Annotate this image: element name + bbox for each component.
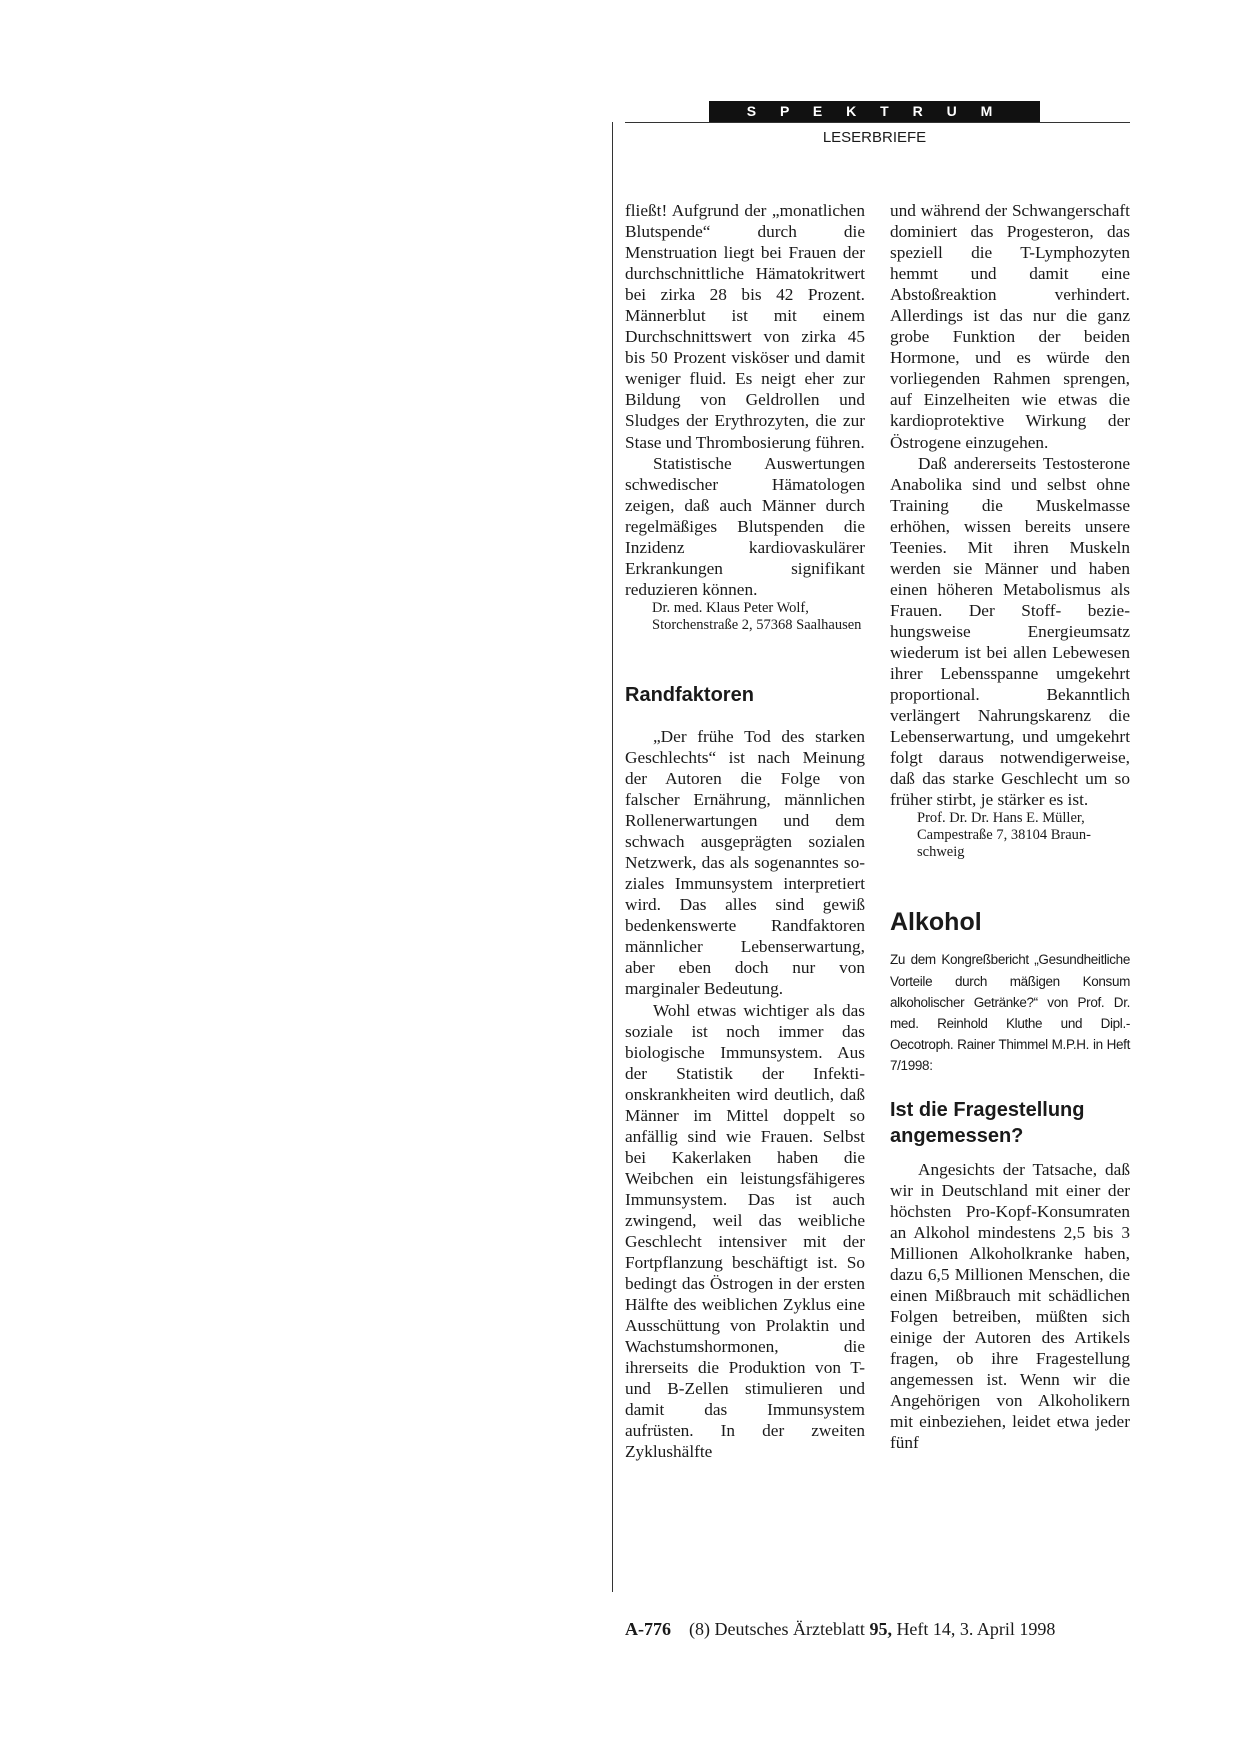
letter2-paragraph-continued: und während der Schwangerschaft dominiert das Progesteron, das speziell die T-Lymphozyten hemmt und damit eine Abstoßreaktion verhindert. Allerdings ist das nur die ganz grobe Funktion der beiden Hormone, und es würde den vorliegenden Rahmen sprengen, auf Einzelheiten wie etwas die kardioprotektive Wirkung der Östrogene einzugehen.: [890, 201, 1130, 452]
letter1-signature: Dr. med. Klaus Peter Wolf, Storchenstraße 2, 57368 Saalhausen: [652, 599, 862, 633]
header-rule: [625, 122, 1130, 123]
letter3-intro: Zu dem Kongreßbericht „Gesundheitliche Vorteile durch mäßigen Konsum alkoholischer Getränke?“ von Prof. Dr. med. Reinhold Kluthe und Dipl.-Oecotroph. Rainer Thimmel M.P.H. in Heft 7/1998:: [890, 952, 1130, 1074]
section-header-bar: S P E K T R U M: [709, 101, 1040, 122]
page-footer: [625, 1618, 1055, 1640]
letter2-paragraph: Wohl etwas wichtiger als das soziale ist noch immer das biologische Immunsystem. Aus der Statistik der Infektionskrankheiten wird deutlich, daß Männer im Mittel doppelt so anfällig sind wie Frauen. Selbst bei Kakerlaken haben die Weibchen ein leistungsfähigeres Immunsystem. Das ist auch zwingend, weil das weibliche Geschlecht intensiver mit der Fortpflanzung beschäftigt ist. So bedingt das Östrogen in der ersten Hälfte des weiblichen Zyklus eine Ausschüttung von Prolaktin und Wachstumshormonen, die ihrerseits die Produktion von T- und B-Zellen stimulieren und damit das Immunsystem aufrüsten. In der zweiten Zyklushälfte: [625, 1000, 865, 1462]
issue-date: Heft 14, 3. April 1998: [896, 1619, 1056, 1639]
section-subtitle: LESERBRIEFE: [822, 129, 927, 146]
page-number: A-776: [625, 1619, 671, 1639]
letter2-heading: Randfaktoren: [625, 683, 754, 706]
letter2-signature: Prof. Dr. Dr. Hans E. Müller, Campestraße 7, 38104 Braunschweig: [917, 810, 1091, 861]
journal-volume: 95,: [869, 1619, 892, 1639]
letter1-paragraph: fließt! Aufgrund der „monatlichen Blutspende“ durch die Menstruation liegt bei Frauen der durchschnittliche Hämatokritwert bei zirka 28 bis 42 Prozent. Männerblut ist mit einem Durchschnittswert von zirka 45 bis 50 Prozent visköser und damit weniger fluid. Es neigt eher zur Bildung von Geldrollen und Sludges der Erythrozyten, die zur Stase und Thrombosierung führen.: [625, 201, 865, 452]
letter3-subheading: Ist die Fragestellung angemessen?: [890, 1098, 1085, 1147]
column-rule: [612, 122, 613, 1592]
letter3-heading: Alkohol: [890, 908, 982, 937]
journal-name: (8) Deutsches Ärzteblatt: [689, 1619, 865, 1639]
letter2-paragraph: Daß andererseits Testosterone Anabolika sind und selbst ohne Training die Muskelmasse erhöhen, wissen bereits unsere Teenies. Mit ihren Muskeln werden sie Männer und haben einen höheren Metabolismus als Frauen. Der Stoff- beziehungsweise Energieumsatz wiederum ist bei allen Lebewesen ihrer Lebensspanne umgekehrt proportional. Bekanntlich verlängert Nahrungskarenz die Lebenserwartung, und umgekehrt folgt daraus notwendigerweise, daß das starke Geschlecht um so früher stirbt, je stärker es ist.: [890, 453, 1130, 810]
text-column-left: [625, 200, 865, 1463]
letter3-paragraph: Angesichts der Tatsache, daß wir in Deutschland mit einer der höchsten Pro-Kopf-Konsumraten an Alkohol mindestens 2,5 bis 3 Millionen Alkoholkranke haben, dazu 6,5 Millionen Menschen, die einen Mißbrauch mit schädlichen Folgen betreiben, müßten sich einige der Autoren des Artikels fragen, ob ihre Fragestellung angemessen ist. Wenn wir die Angehörigen von Alkoholikern mit einbeziehen, leidet etwa jeder fünf: [890, 1159, 1130, 1453]
letter1-paragraph: Statistische Auswertungen schwedischer Hämatologen zeigen, daß auch Männer durch regelmäßiges Blutspenden die Inzidenz kardiovaskulärer Erkrankungen signifikant reduzieren können.: [625, 453, 865, 599]
text-column-right: [890, 200, 1130, 1453]
letter2-paragraph: „Der frühe Tod des starken Geschlechts“ ist nach Meinung der Autoren die Folge von falscher Ernährung, männlichen Rollenerwartungen und dem schwach ausgeprägten sozialen Netzwerk, das als sogenanntes soziales Immunsystem interpretiert wird. Das alles sind gewiß bedenkenswerte Randfaktoren männlicher Lebenserwartung, aber eben doch nur von marginaler Bedeutung.: [625, 726, 865, 999]
